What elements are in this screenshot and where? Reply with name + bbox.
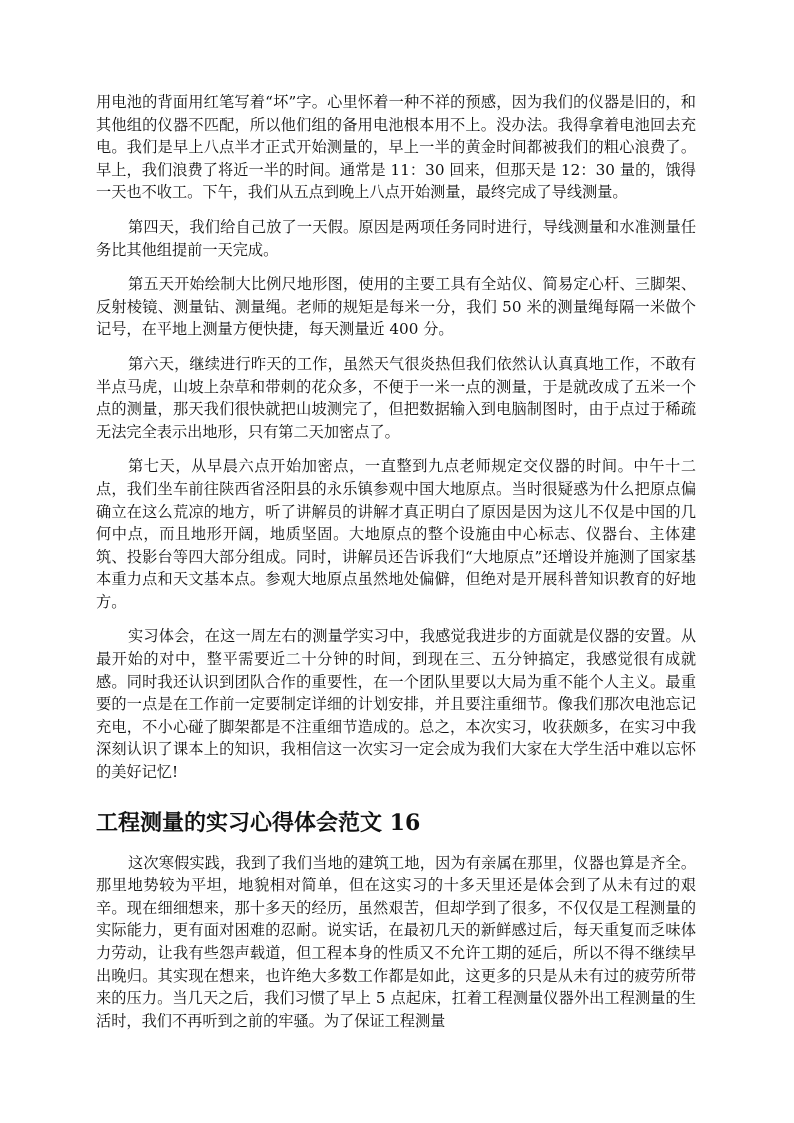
section-heading: 工程测量的实习心得体会范文 16 xyxy=(96,809,421,836)
paragraph-day-seven: 第七天，从早晨六点开始加密点，一直整到九点老师规定交仪器的时间。中午十二点，我们坐车前往陕西省泾阳县的永乐镇参观中国大地原点。当时很疑惑为什么把原点偏确立在这么荒凉的地方，听了讲解员的讲解才真正明白了原因是因为这儿不仅是中国的几何中点，而且地形开阔，地质坚固。大地原点的整个设施由中心标志、仪器台、主体建筑、投影台等四大部分组成。同时，讲解员还告诉我们“大地原点”还增设并施测了国家基本重力点和天文基本点。参观大地原点虽然地处偏僻，但绝对是开展科普知识教育的好地方。 xyxy=(96,457,696,611)
document-body xyxy=(96,91,696,1044)
paragraph-day-five: 第五天开始绘制大比例尺地形图，使用的主要工具有全站仪、简易定心杆、三脚架、反射棱镜、测量钻、测量绳。老师的规矩是每米一分，我们 50 米的测量绳每隔一米做个记号，在平地上测量方便快捷，每天测量近 400 分。 xyxy=(96,275,696,339)
paragraph-continuation: 用电池的背面用红笔写着“坏”字。心里怀着一种不祥的预感，因为我们的仪器是旧的，和其他组的仪器不匹配，所以他们组的备用电池根本用不上。没办法。我得拿着电池回去充电。我们是早上八点半才正式开始测量的，早上一半的黄金时间都被我们的粗心浪费了。早上，我们浪费了将近一半的时间。通常是 11：30 回来，但那天是 12：30 量的，饿得一天也不收工。下午，我们从五点到晚上八点开始测量，最终完成了导线测量。 xyxy=(96,93,696,202)
paragraph-day-four: 第四天，我们给自己放了一天假。原因是两项任务同时进行，导线测量和水准测量任务比其他组提前一天完成。 xyxy=(96,217,696,259)
paragraph-day-six: 第六天，继续进行昨天的工作，虽然天气很炎热但我们依然认认真真地工作，不敢有半点马虎，山坡上杂草和带刺的花众多，不便于一米一点的测量，于是就改成了五米一个点的测量，那天我们很快就把山坡测完了，但把数据输入到电脑制图时，由于点过于稀疏无法完全表示出地形，只有第二天加密点了。 xyxy=(96,354,696,441)
paragraph-reflection: 实习体会，在这一周左右的测量学实习中，我感觉我进步的方面就是仪器的安置。从最开始的对中，整平需要近二十分钟的时间，到现在三、五分钟搞定，我感觉很有成就感。同时我还认识到团队合作的重要性，在一个团队里要以大局为重不能个人主义。最重要的一点是在工作前一定要制定详细的计划安排，并且要注重细节。像我们那次电池忘记充电，不小心碰了脚架都是不注重细节造成的。总之，本次实习，收获颇多，在实习中我深刻认识了课本上的知识，我相信这一次实习一定会成为我们大家在大学生活中难以忘怀的美好记忆! xyxy=(96,627,696,782)
paragraph-winter-practice: 这次寒假实践，我到了我们当地的建筑工地，因为有亲属在那里，仪器也算是齐全。那里地势较为平坦，地貌相对简单，但在这实习的十多天里还是体会到了从未有过的艰辛。现在细细想来，那十多天的经历，虽然艰苦，但却学到了很多，不仅仅是工程测量的实际能力，更有面对困难的忍耐。说实话，在最初几天的新鲜感过后，每天重复而乏味体力劳动，让我有些怨声载道，但工程本身的性质又不允许工期的延后，所以不得不继续早出晚归。其实现在想来，也许绝大多数工作都是如此，这更多的只是从未有过的疲劳所带来的压力。当几天之后，我们习惯了早上 5 点起床，扛着工程测量仪器外出工程测量的生活时，我们不再听到之前的牢骚。为了保证工程测量 xyxy=(96,853,696,1030)
